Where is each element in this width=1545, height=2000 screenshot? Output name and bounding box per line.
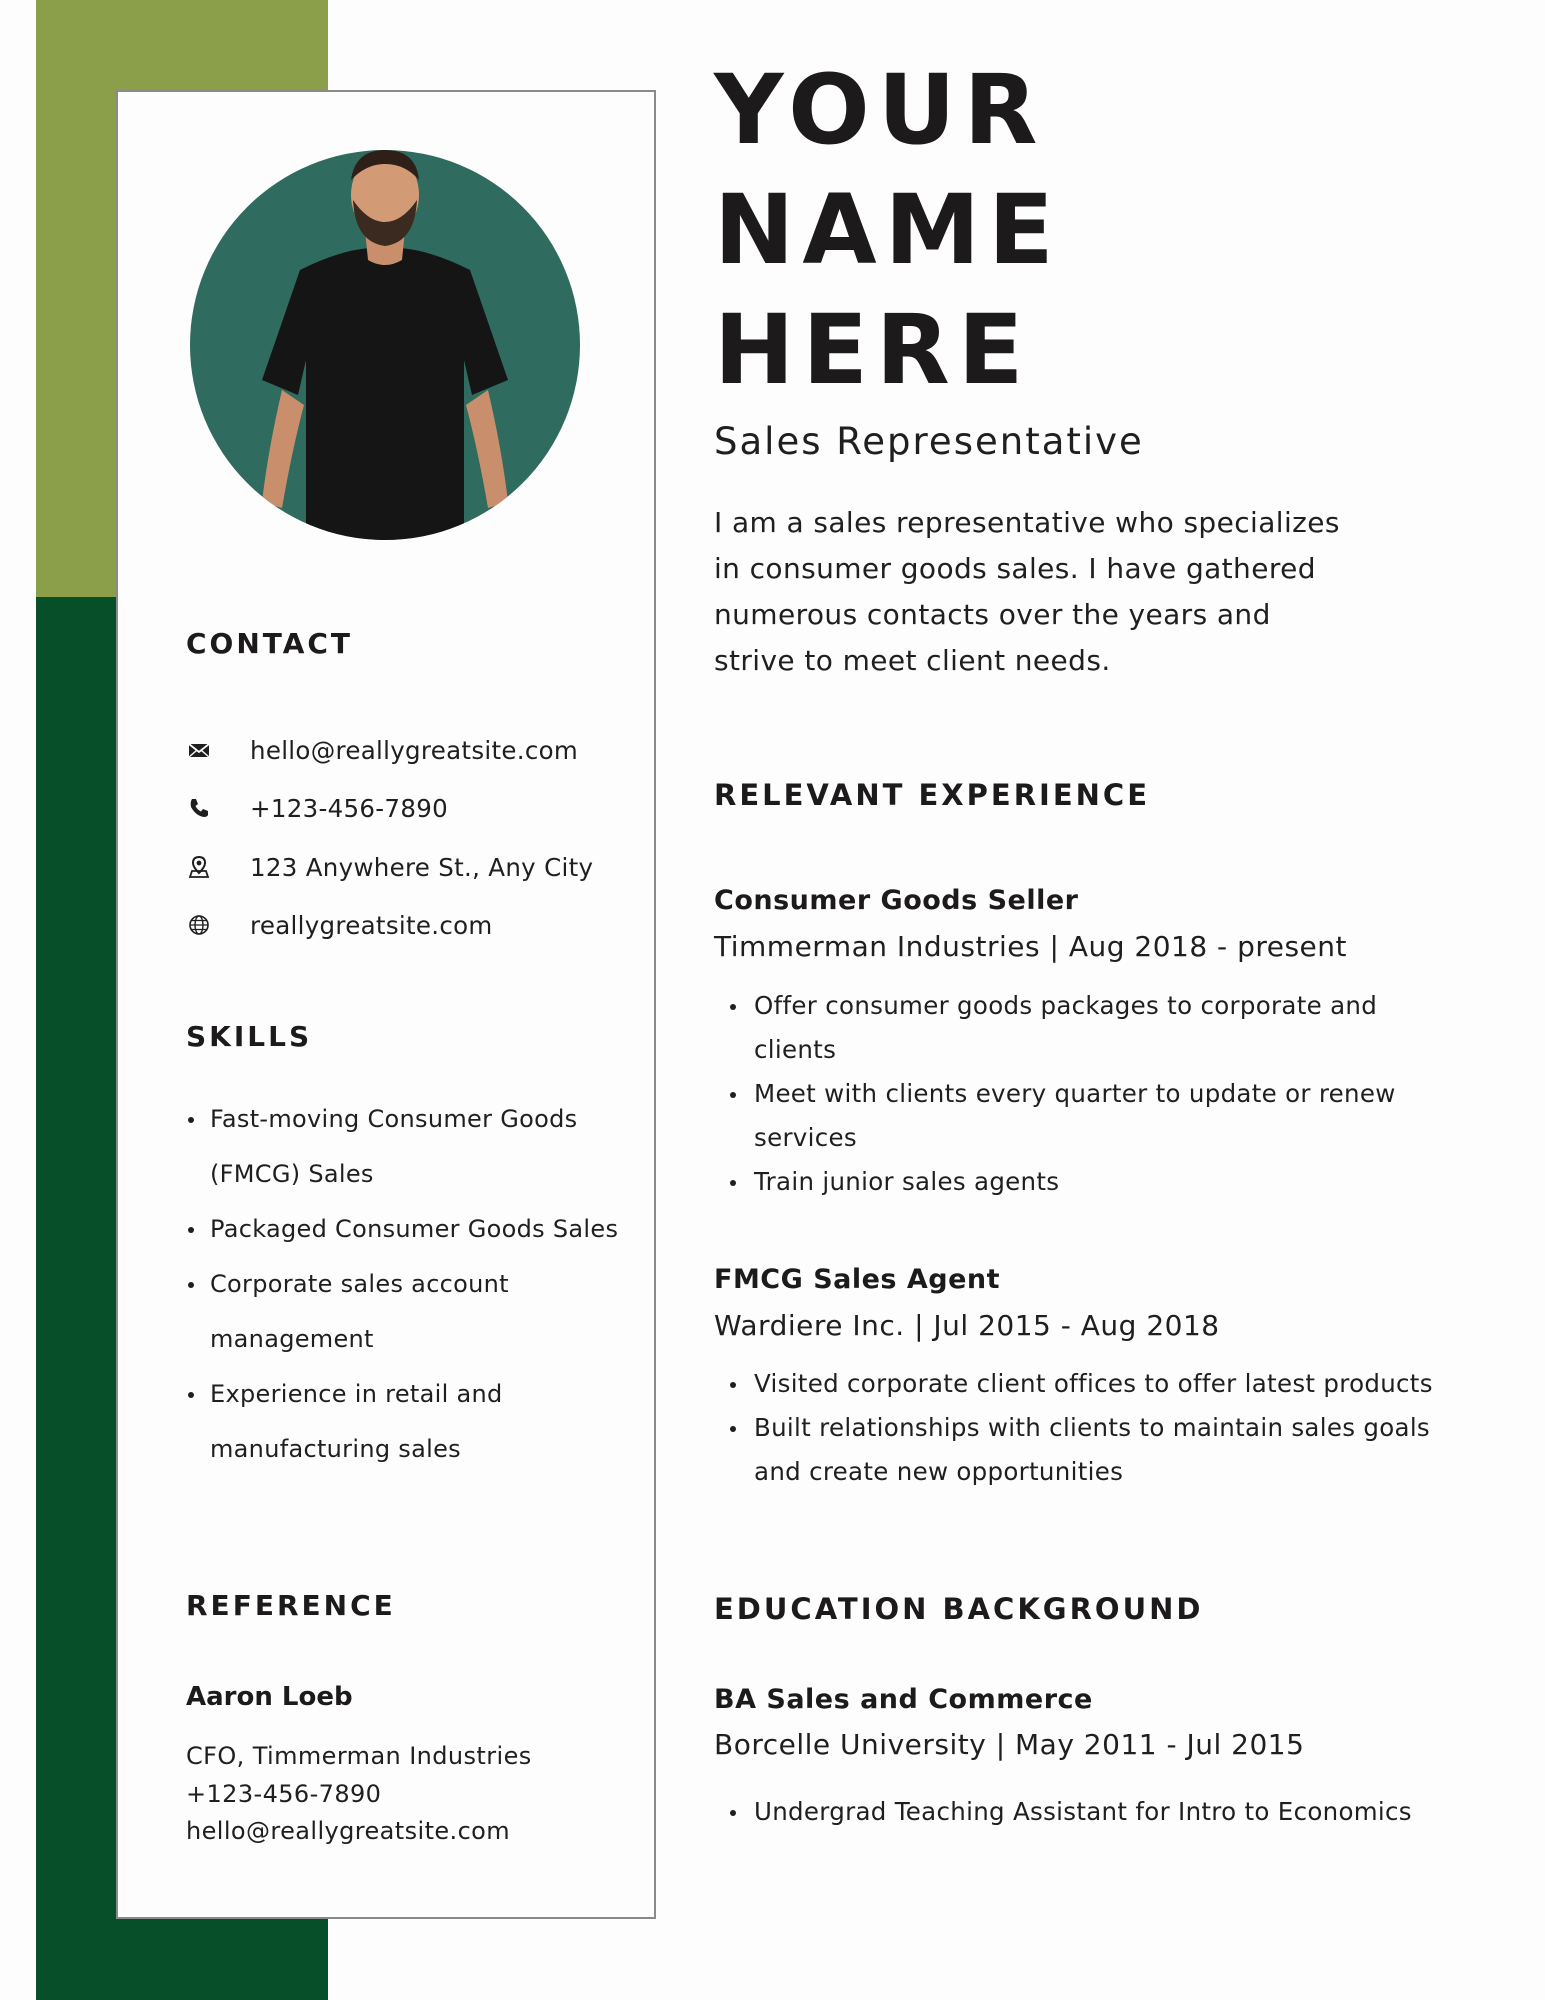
contact-email-text[interactable]: hello@reallygreatsite.com [250,735,579,765]
experience-heading: RELEVANT EXPERIENCE [714,778,1151,812]
name-line-3: HERE [714,294,1032,406]
education-bullet: Undergrad Teaching Assistant for Intro to Economics [714,1790,1434,1834]
reference-heading: REFERENCE [186,1589,396,1622]
job-bullet: Meet with clients every quarter to update or renew services [714,1072,1434,1160]
skill-item: Corporate sales account management [186,1257,626,1367]
degree-title: BA Sales and Commerce [714,1684,1093,1715]
education-bullets [714,1790,1434,1834]
job-bullet: Train junior sales agents [714,1160,1434,1204]
sidebar-card [116,90,656,1919]
job-meta: Wardiere Inc. | Jul 2015 - Aug 2018 [714,1309,1220,1342]
skill-item: Packaged Consumer Goods Sales [186,1202,626,1257]
globe-icon [186,912,212,938]
contact-website-text[interactable]: reallygreatsite.com [250,910,493,940]
job-role: Sales Representative [714,420,1144,463]
contact-phone [186,791,448,825]
reference-name: Aaron Loeb [186,1682,353,1712]
contact-address-text: 123 Anywhere St., Any City [250,852,594,882]
skills-heading: SKILLS [186,1020,313,1053]
degree-meta: Borcelle University | May 2011 - Jul 2015 [714,1728,1305,1761]
reference-email: hello@reallygreatsite.com [186,1817,511,1845]
skills-list [186,1092,626,1477]
skill-item: Experience in retail and manufacturing sales [186,1367,626,1477]
contact-website [186,908,493,942]
contact-email [186,733,579,767]
location-pin-icon [186,854,212,880]
skill-item: Fast-moving Consumer Goods (FMCG) Sales [186,1092,626,1202]
job-bullet: Visited corporate client offices to offer latest products [714,1362,1434,1406]
profile-photo [190,150,580,540]
job-bullet: Built relationships with clients to maintain sales goals and create new opportunities [714,1406,1434,1494]
job-bullet: Offer consumer goods packages to corporate and clients [714,984,1434,1072]
education-heading: EDUCATION BACKGROUND [714,1592,1204,1626]
name-line-1: YOUR [714,54,1046,166]
contact-phone-text[interactable]: +123-456-7890 [250,793,448,823]
job-bullets [714,1362,1434,1494]
contact-heading: CONTACT [186,627,354,660]
job-bullets [714,984,1434,1204]
envelope-icon [186,737,212,763]
job-title: Consumer Goods Seller [714,885,1079,916]
profile-summary: I am a sales representative who specializes in consumer goods sales. I have gathered numerous contacts over the years and strive to meet client needs. [714,506,1340,677]
phone-icon [186,795,212,821]
contact-address [186,850,594,884]
job-meta: Timmerman Industries | Aug 2018 - present [714,930,1347,963]
reference-title: CFO, Timmerman Industries [186,1742,532,1770]
reference-phone: +123-456-7890 [186,1780,382,1808]
name-line-2: NAME [714,174,1062,286]
job-title: FMCG Sales Agent [714,1264,1001,1295]
